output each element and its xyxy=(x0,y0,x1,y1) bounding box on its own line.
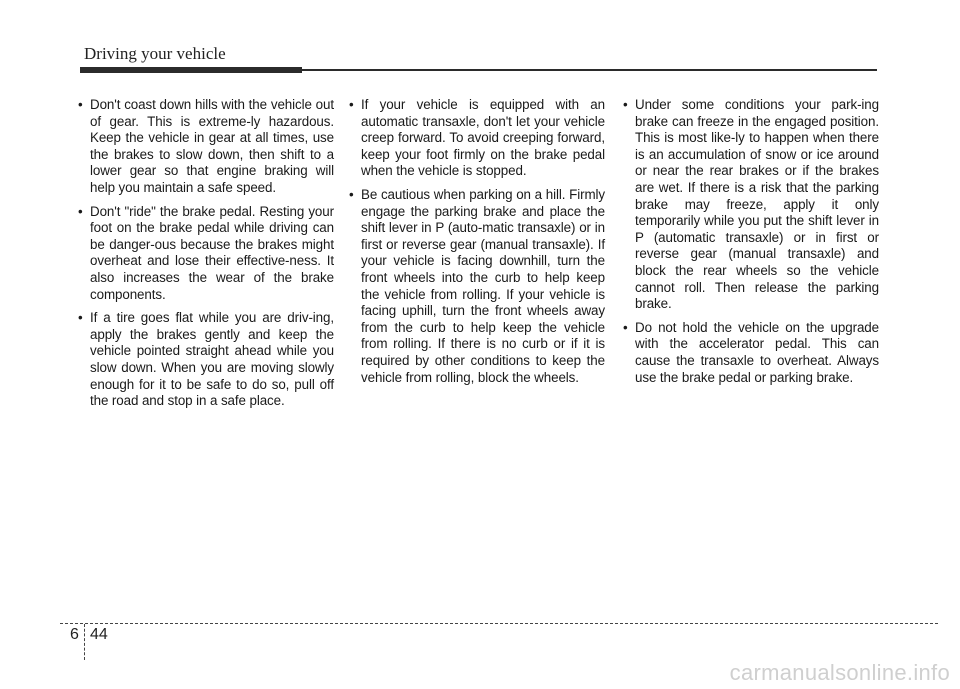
bullet-text: Be cautious when parking on a hill. Firmly engage the parking brake and place the shift lever in P (auto-matic transaxle) or in first or reverse gear (manual transaxle). If your vehicle is facing downhill, turn the front wheels into the curb to help keep the vehicle from rolling. If your vehicle is facing uphill, turn the front wheels away from the curb to help keep the vehicle from rolling. If there is no curb or if it is required by other conditions to keep the vehicle from rolling, block the wheels. xyxy=(361,186,605,385)
bullet-text: Don't "ride" the brake pedal. Resting your foot on the brake pedal while driving can be danger-ous because the brakes might overheat and lose their effective-ness. It also increases the wear of the brake components. xyxy=(90,203,334,302)
page-header-title: Driving your vehicle xyxy=(84,44,226,63)
bullet-item xyxy=(76,97,334,197)
bullet-text: Don't coast down hills with the vehicle out of gear. This is extreme-ly hazardous. Keep the vehicle in gear at all times, use the brakes to slow down, then shift to a lower gear so that engine braking will help you maintain a safe speed. xyxy=(90,97,334,195)
bullet-item xyxy=(347,187,605,386)
page-section-number: 6 xyxy=(70,626,79,643)
bullet-item xyxy=(621,97,879,313)
bullet-item xyxy=(76,204,334,304)
footer-rule xyxy=(60,623,938,624)
bullet-mark: • xyxy=(78,97,83,112)
page-number: 44 xyxy=(90,626,108,643)
text-column-1 xyxy=(76,97,334,417)
text-column-2 xyxy=(347,97,605,393)
header-rule-thick xyxy=(80,67,302,73)
bullet-text: Do not hold the vehicle on the upgrade with the accelerator pedal. This can cause the transaxle to overheat. Always use the brake pedal or parking brake. xyxy=(635,319,879,385)
bullet-text: Under some conditions your park-ing brake can freeze in the engaged position. This is most like-ly to happen when there is an accumulation of snow or ice around or near the rear brakes or if the brakes are wet. If there is a risk that the parking brake may freeze, apply it only temporarily while you put the shift lever in P (automatic transaxle) or in first or reverse gear (manual transaxle) and block the rear wheels so the vehicle cannot roll. Then release the parking brake. xyxy=(635,97,879,312)
bullet-mark: • xyxy=(349,97,354,112)
bullet-mark: • xyxy=(623,319,628,335)
bullet-item xyxy=(347,97,605,180)
text-column-3 xyxy=(621,97,879,393)
bullet-mark: • xyxy=(623,97,628,112)
watermark: carmanualsonline.info xyxy=(729,660,950,685)
bullet-mark: • xyxy=(349,186,354,202)
bullet-text: If a tire goes flat while you are driv-ing, apply the brakes gently and keep the vehicle pointed straight ahead while you slow down. When you are moving slowly enough for it to be safe to do so, pull off the road and stop in a safe place. xyxy=(90,310,334,409)
bullet-mark: • xyxy=(78,310,83,326)
bullet-mark: • xyxy=(78,203,83,219)
page-number-separator xyxy=(84,624,85,660)
bullet-item xyxy=(76,310,334,410)
bullet-item xyxy=(621,320,879,386)
bullet-text: If your vehicle is equipped with an automatic transaxle, don't let your vehicle creep forward. To avoid creeping forward, keep your foot firmly on the brake pedal when the vehicle is stopped. xyxy=(361,97,605,179)
header-rule-thin xyxy=(302,69,877,71)
